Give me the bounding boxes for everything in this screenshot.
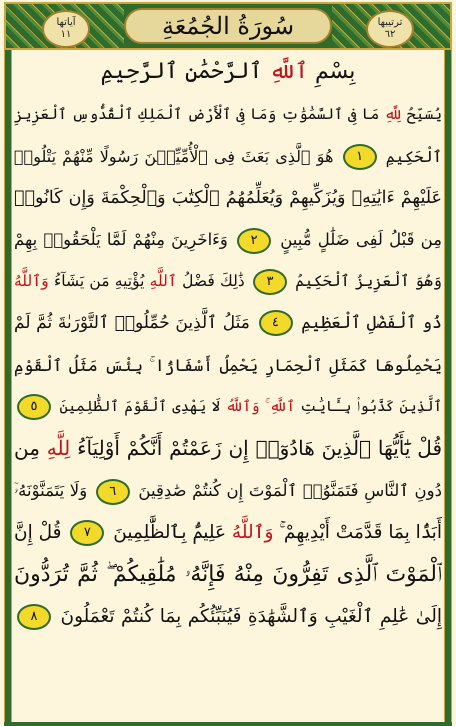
ayah-count-number: ١١ bbox=[60, 29, 72, 40]
verse-line-4 bbox=[14, 219, 442, 261]
verse-text: ٱلْحَكِيمِ bbox=[385, 146, 442, 166]
verse-text: دُونِ ٱلنَّاسِ فَتَمَنَّوُا۟ ٱلْمَوْتَ إِن كُنتُمْ صَٰدِقِينَ bbox=[138, 481, 442, 501]
verse-text: هُوَ ٱلَّذِى بَعَثَ فِى ٱلْأُمِّيِّـۧنَ رَسُولًا مِّنْهُمْ يَتْلُوا۟ bbox=[14, 146, 334, 166]
verse-text: يُسَبِّحُ bbox=[406, 105, 442, 123]
surah-order-number: ٦٢ bbox=[384, 29, 396, 40]
verse-line-3 bbox=[14, 178, 442, 220]
verse-line-10 bbox=[14, 470, 442, 512]
ayah-marker: ٨ bbox=[17, 604, 51, 630]
ayah-marker: ٥ bbox=[17, 394, 51, 420]
ayah-count-label: آياتها bbox=[56, 17, 76, 28]
verse-text: مِن bbox=[14, 436, 40, 461]
verse-line-2 bbox=[14, 136, 442, 178]
verse-line-5 bbox=[14, 261, 442, 303]
verse-text: مَا فِى ٱلسَّمَٰوَٰتِ وَمَا فِى ٱلْأَرْضِ ٱلْمَلِكِ ٱلْقُدُّوسِ ٱلْعَزِيزِ bbox=[14, 105, 380, 123]
verse-text: لَا يَهْدِى ٱلْقَوْمَ ٱلظَّٰلِمِينَ bbox=[59, 398, 221, 415]
border-right bbox=[444, 50, 452, 724]
ayah-count-medallion bbox=[42, 10, 90, 48]
verse-text: ذُو ٱلْفَضْلِ ٱلْعَظِيمِ bbox=[301, 312, 442, 333]
surah-title: سُورَةُ الجُمُعَةِ bbox=[161, 12, 295, 40]
basmala-part1: بِسْمِ bbox=[314, 58, 356, 84]
verse-text: يَحْمِلُوهَا كَمَثَلِ ٱلْحِمَارِ يَحْمِلُ أَسْفَارًۢا ۚ بِئْسَ مَثَلُ ٱلْقَوْمِ bbox=[14, 355, 442, 375]
verse-text: قُلْ يَٰٓأَيُّهَا ٱلَّذِينَ هَادُوٓا۟ إِن زَعَمْتُمْ أَنَّكُمْ أَوْلِيَآءُ bbox=[77, 436, 442, 461]
verse-text: مَثَلُ ٱلَّذِينَ حُمِّلُوا۟ ٱلتَّوْرَىٰةَ ثُمَّ لَمْ bbox=[14, 312, 250, 333]
divine-name: لِلَّهِ bbox=[46, 436, 71, 461]
ayah-marker: ٢ bbox=[237, 228, 271, 254]
border-bottom bbox=[4, 722, 452, 726]
divine-name: وَٱللَّهُ bbox=[231, 521, 274, 543]
ayah-marker: ٧ bbox=[70, 520, 104, 546]
basmala-part2: ٱلرَّحْمَٰنِ ٱلرَّحِيمِ bbox=[100, 58, 263, 84]
verse-line-12 bbox=[14, 554, 442, 596]
divine-name: لِلَّهِ bbox=[384, 105, 402, 123]
ayah-marker: ٣ bbox=[253, 269, 287, 295]
basmala bbox=[14, 52, 442, 90]
basmala-allah: ٱللَّهِ bbox=[269, 58, 308, 84]
verse-text: ٱلْمَوْتَ ٱلَّذِى تَفِرُّونَ مِنْهُ فَإِنَّهُۥ مُلَٰقِيكُمْ ۖ ثُمَّ تُرَدُّونَ bbox=[14, 561, 442, 587]
verse-text: أَبَدًۢا بِمَا قَدَّمَتْ أَيْدِيهِمْ ۚ bbox=[279, 521, 442, 543]
verse-line-13 bbox=[14, 596, 442, 638]
verse-text: عَلَيْهِمْ ءَايَٰتِهِۦ وَيُزَكِّيهِمْ وَيُعَلِّمُهُمُ ٱلْكِتَٰبَ وَٱلْحِكْمَةَ وَإِن كَانُوا۟ bbox=[14, 187, 442, 208]
verse-text: قُلْ إِنَّ bbox=[14, 521, 62, 543]
verse-lines bbox=[14, 94, 442, 637]
verse-text: ٱلَّذِينَ كَذَّبُوا۟ بِـَٔايَٰتِ bbox=[300, 398, 442, 415]
verse-line-7 bbox=[14, 345, 442, 387]
verse-text: مِن قَبْلُ لَفِى ضَلَٰلٍ مُّبِينٍ bbox=[280, 230, 442, 250]
surah-order-medallion bbox=[366, 10, 414, 48]
verse-text: يُؤْتِيهِ مَن يَشَآءُ bbox=[54, 272, 145, 291]
verse-text: عَلِيمٌۢ بِٱلظَّٰلِمِينَ bbox=[113, 521, 227, 543]
verse-text: وَءَاخَرِينَ مِنْهُمْ لَمَّا يَلْحَقُوا۟ بِهِمْ bbox=[14, 230, 228, 250]
ayah-marker: ١ bbox=[343, 144, 377, 170]
surah-order-label: ترتيبها bbox=[377, 17, 403, 28]
verse-line-9 bbox=[14, 428, 442, 470]
verse-text: إِلَىٰ عَٰلِمِ ٱلْغَيْبِ وَٱلشَّهَٰدَةِ فَيُنَبِّئُكُم بِمَا كُنتُمْ تَعْمَلُونَ bbox=[60, 605, 442, 627]
verse-text: وَلَا يَتَمَنَّوْنَهُۥٓ bbox=[14, 481, 88, 501]
divine-name: ٱللَّهِ bbox=[149, 272, 177, 291]
verse-line-8 bbox=[14, 387, 442, 429]
surah-header bbox=[4, 2, 452, 50]
border-left bbox=[4, 50, 12, 724]
verse-line-1 bbox=[14, 94, 442, 136]
verse-line-6 bbox=[14, 303, 442, 345]
verse-line-11 bbox=[14, 512, 442, 554]
divine-name: ٱللَّهِ ۚ وَٱللَّهُ bbox=[225, 398, 295, 415]
verse-text: وَهُوَ ٱلْعَزِيزُ ٱلْحَكِيمُ bbox=[295, 272, 442, 291]
ayah-marker: ٦ bbox=[96, 479, 130, 505]
ayah-marker: ٤ bbox=[259, 310, 293, 336]
surah-title-box bbox=[124, 8, 332, 44]
verse-text: ذَٰلِكَ فَضْلُ bbox=[182, 272, 245, 291]
divine-name: وَٱللَّهُ bbox=[14, 272, 49, 291]
